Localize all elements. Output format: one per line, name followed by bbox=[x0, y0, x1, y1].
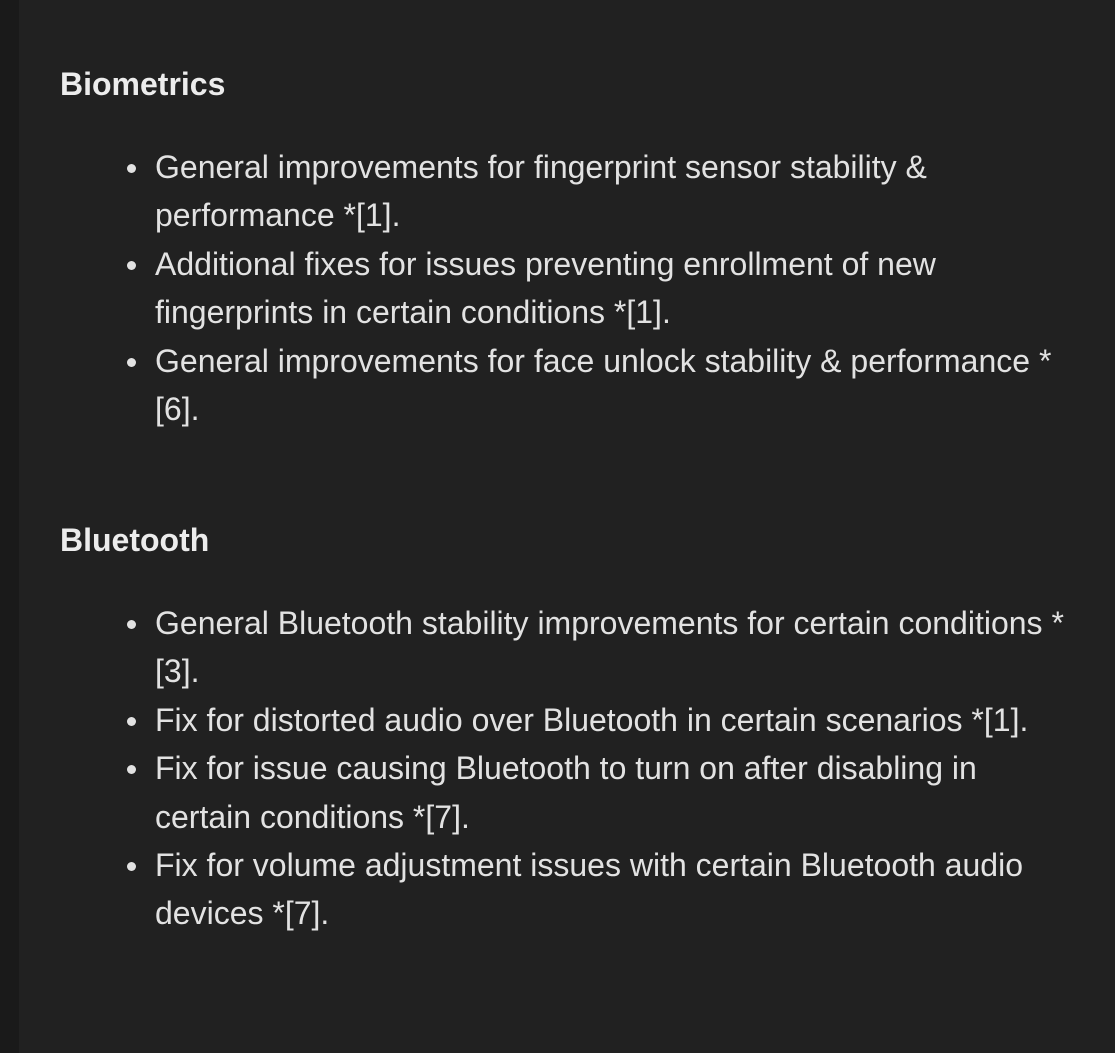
list-item-text: General improvements for face unlock stability & performance *[6]. bbox=[155, 342, 1052, 428]
list-item-text: Fix for volume adjustment issues with certain Bluetooth audio devices *[7]. bbox=[155, 847, 1023, 932]
section-title-bluetooth: Bluetooth bbox=[60, 522, 210, 558]
list-item bbox=[155, 696, 1075, 744]
biometrics-list bbox=[155, 143, 1075, 433]
list-item-text: Fix for issue causing Bluetooth to turn on after disabling in certain conditions *[7]. bbox=[155, 750, 977, 835]
bullet-icon bbox=[127, 717, 136, 726]
list-item bbox=[155, 841, 1075, 938]
bullet-icon bbox=[127, 358, 136, 367]
list-item-text: Fix for distorted audio over Bluetooth in certain scenarios *[1]. bbox=[155, 701, 1029, 738]
bullet-icon bbox=[127, 261, 136, 270]
bullet-icon bbox=[127, 862, 136, 871]
bullet-icon bbox=[127, 620, 136, 629]
list-item bbox=[155, 337, 1075, 434]
list-item-text: General improvements for fingerprint sensor stability & performance *[1]. bbox=[155, 149, 927, 234]
bullet-icon bbox=[127, 765, 136, 774]
bullet-icon bbox=[127, 164, 136, 173]
list-item bbox=[155, 599, 1075, 696]
bluetooth-list bbox=[155, 599, 1075, 938]
list-item bbox=[155, 744, 1075, 841]
left-edge-divider bbox=[0, 0, 19, 1053]
list-item bbox=[155, 143, 1075, 240]
section-title-biometrics: Biometrics bbox=[60, 66, 226, 102]
list-item-text: Additional fixes for issues preventing enrollment of new fingerprints in certain conditions *[1]. bbox=[155, 245, 936, 331]
list-item bbox=[155, 240, 1075, 337]
list-item-text: General Bluetooth stability improvements for certain conditions *[3]. bbox=[155, 605, 1064, 690]
